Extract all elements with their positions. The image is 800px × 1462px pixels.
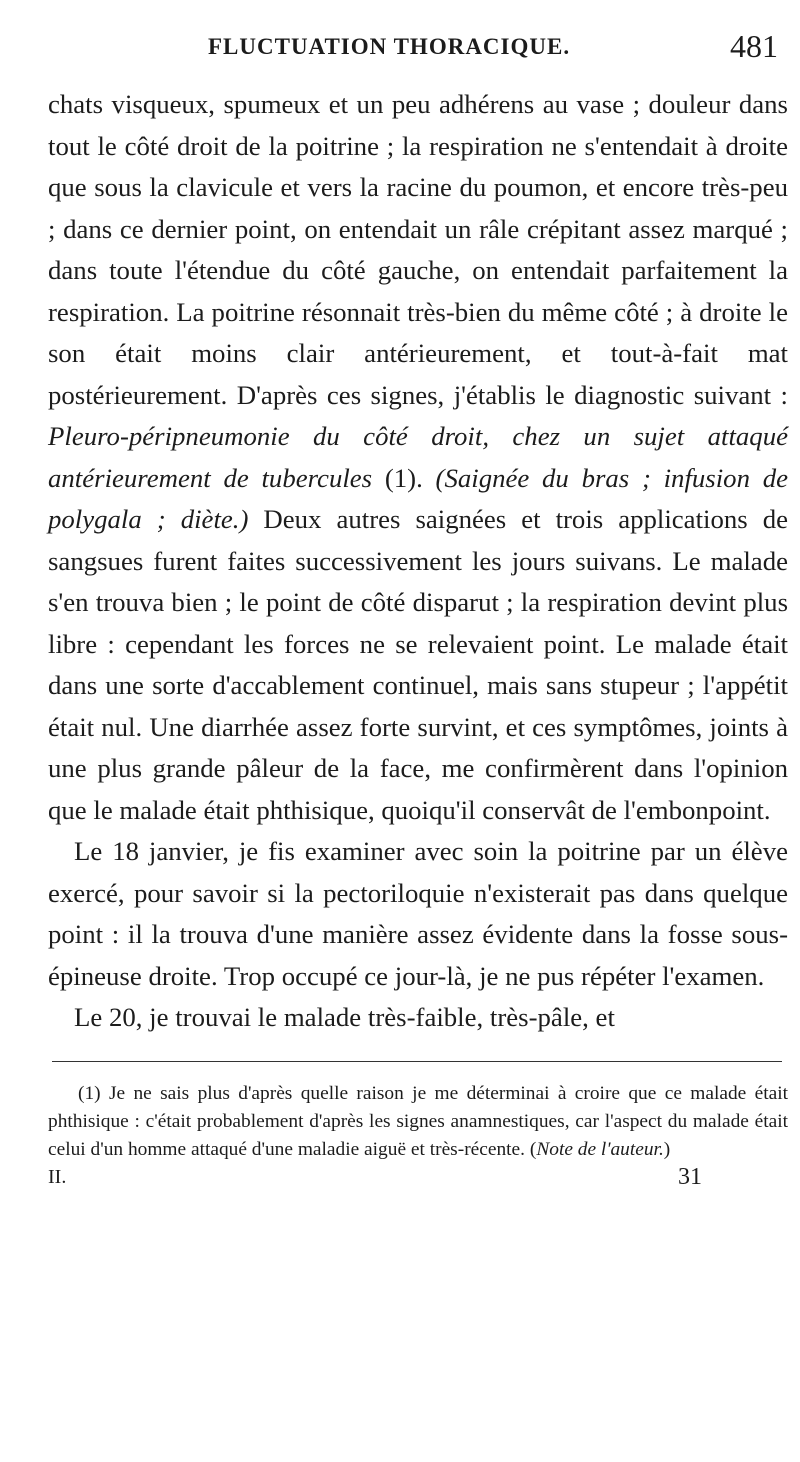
text-run: Deux autres saignées et trois applications de sangsues furent faites successivement les jours suivans. Le malade s'en trouva bien ; le point de côté disparut ; la respiration devint plus libre : cependant les forces ne se relevaient point. Le malade était dans une sorte d'accablement continuel, mais sans stupeur ; l'appétit était nul. Une diarrhée assez forte survint, et ces symptômes, joints à une plus grande pâleur de la face, me confirmèrent dans l'opinion que le malade était phthisique, quoiqu'il conservât de l'embonpoint.	[48, 504, 788, 825]
footnote-divider	[52, 1061, 782, 1062]
paragraph	[48, 997, 788, 1039]
book-page	[48, 28, 788, 1198]
text-run: Le 18 janvier, je fis examiner avec soin la poitrine par un élève exercé, pour savoir si la pectoriloquie n'existerait pas dans quelque point : il la trouva d'une manière assez évidente dans la fosse sous-épineuse droite. Trop occupé ce jour-là, je ne pus répéter l'examen.	[48, 836, 788, 991]
text-run: chats visqueux, spumeux et un peu adhérens au vase ; douleur dans tout le côté droit de la poitrine ; la respiration ne s'entendait à droite que sous la clavicule et vers la racine du poumon, et encore très-peu ; dans ce dernier point, on entendait un râle crépitant assez marqué ; dans toute l'étendue du côté gauche, on entendait parfaitement la respiration. La poitrine résonnait très-bien du même côté ; à droite le son était moins clair antérieurement, et tout-à-fait mat postérieurement. D'après ces signes, j'établis le diagnostic suivant :	[48, 89, 788, 410]
text-run-italic: (Saignée du bras ; infusion de polygala ; diète.)	[48, 462, 788, 534]
paragraph	[48, 84, 788, 831]
text-run: Le 20, je trouvai le malade très-faible, très-pâle, et	[74, 1002, 615, 1032]
body-text	[48, 84, 788, 1039]
sheet-number: 31	[678, 1163, 702, 1190]
footnote-text: )	[663, 1138, 671, 1160]
text-run-italic: Pleuro-péripneumonie du côté droit, chez un sujet attaqué antérieurement de tubercules	[48, 421, 788, 493]
running-title: FLUCTUATION THORACIQUE.	[208, 34, 571, 59]
footnote	[48, 1080, 788, 1164]
footnote-italic: Note de l'auteur.	[536, 1138, 664, 1160]
page-header	[48, 28, 788, 84]
footnote-text: (1) Je ne sais plus d'après quelle raison je me déterminai à croire que ce malade était phthisique : c'était probablement d'après les signes anamnestiques, car l'aspect du malade était celui d'un homme attaqué d'une maladie aiguë et très-récente. (	[48, 1082, 788, 1160]
paragraph	[48, 831, 788, 997]
page-footer	[48, 1163, 788, 1198]
signature-mark: II.	[48, 1165, 67, 1188]
text-run: (1).	[372, 462, 436, 493]
page-number: 481	[730, 28, 778, 64]
